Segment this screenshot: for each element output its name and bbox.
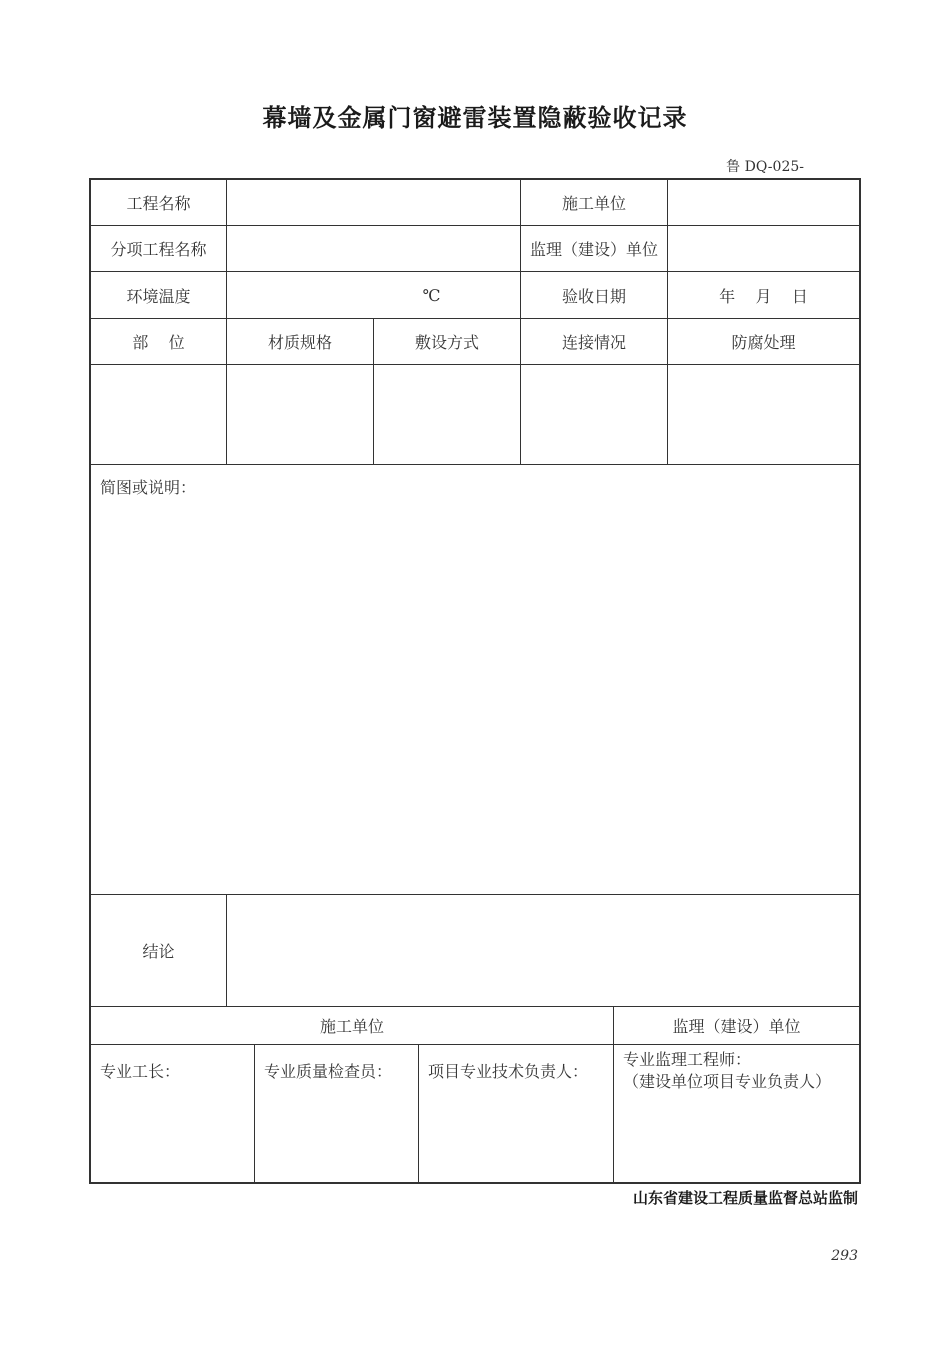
owner-rep-label: （建设单位项目专业负责人） — [623, 1072, 832, 1091]
env-temp-label: 环境温度 — [126, 286, 191, 306]
foreman-sign-cell[interactable] — [91, 1045, 254, 1184]
col-header-material-spec: 材质规格 — [267, 333, 332, 352]
supervision-unit-field[interactable] — [668, 226, 859, 271]
qc-inspector-sign-cell[interactable] — [255, 1045, 418, 1184]
col-header-laying-method: 敷设方式 — [414, 333, 479, 352]
supervision-unit-label: 监理（建设）单位 — [529, 240, 658, 259]
issuer-footer: 山东省建设工程质量监督总站监制 — [632, 1189, 858, 1207]
acceptance-date-field[interactable] — [668, 272, 859, 318]
acceptance-date-label: 验收日期 — [561, 286, 626, 306]
sub-project-name-field[interactable] — [227, 226, 520, 271]
conclusion-field[interactable] — [227, 895, 859, 1006]
record-form-table — [89, 178, 861, 1184]
conclusion-label: 结论 — [142, 942, 175, 961]
col-header-anticorrosion: 防腐处理 — [731, 333, 796, 352]
qc-inspector-label: 专业质量检查员： — [264, 1062, 393, 1081]
material-spec-input-cell[interactable] — [227, 365, 373, 464]
col-header-connection: 连接情况 — [561, 333, 626, 352]
project-name-field[interactable] — [227, 180, 520, 225]
temp-unit: ℃ — [422, 285, 441, 305]
sign-supervision-unit: 监理（建设）单位 — [672, 1017, 801, 1036]
sign-construction-unit: 施工单位 — [319, 1017, 384, 1036]
project-name-label: 工程名称 — [126, 194, 191, 213]
env-temp-field[interactable] — [227, 272, 520, 318]
supervising-engineer-sign-cell[interactable] — [614, 1045, 859, 1184]
tech-lead-sign-cell[interactable] — [419, 1045, 613, 1184]
tech-lead-label: 项目专业技术负责人： — [428, 1062, 589, 1081]
date-placeholder: 年 月 日 — [719, 286, 808, 306]
page-title: 幕墙及金属门窗避雷装置隐蔽验收记录 — [262, 104, 688, 132]
location-input-cell[interactable] — [91, 365, 226, 464]
form-code: 鲁 DQ-025- — [726, 159, 804, 175]
sub-project-name-label: 分项工程名称 — [110, 240, 207, 259]
connection-input-cell[interactable] — [521, 365, 667, 464]
col-header-location: 部 位 — [132, 333, 185, 352]
construction-unit-label: 施工单位 — [561, 194, 626, 213]
construction-unit-field[interactable] — [668, 180, 859, 225]
page-number: 293 — [831, 1248, 858, 1264]
sketch-label: 简图或说明： — [100, 478, 197, 497]
laying-method-input-cell[interactable] — [374, 365, 520, 464]
foreman-label: 专业工长： — [100, 1062, 181, 1081]
anticorrosion-input-cell[interactable] — [668, 365, 859, 464]
sketch-area[interactable] — [91, 465, 859, 894]
supervising-engineer-label: 专业监理工程师： — [623, 1050, 752, 1069]
